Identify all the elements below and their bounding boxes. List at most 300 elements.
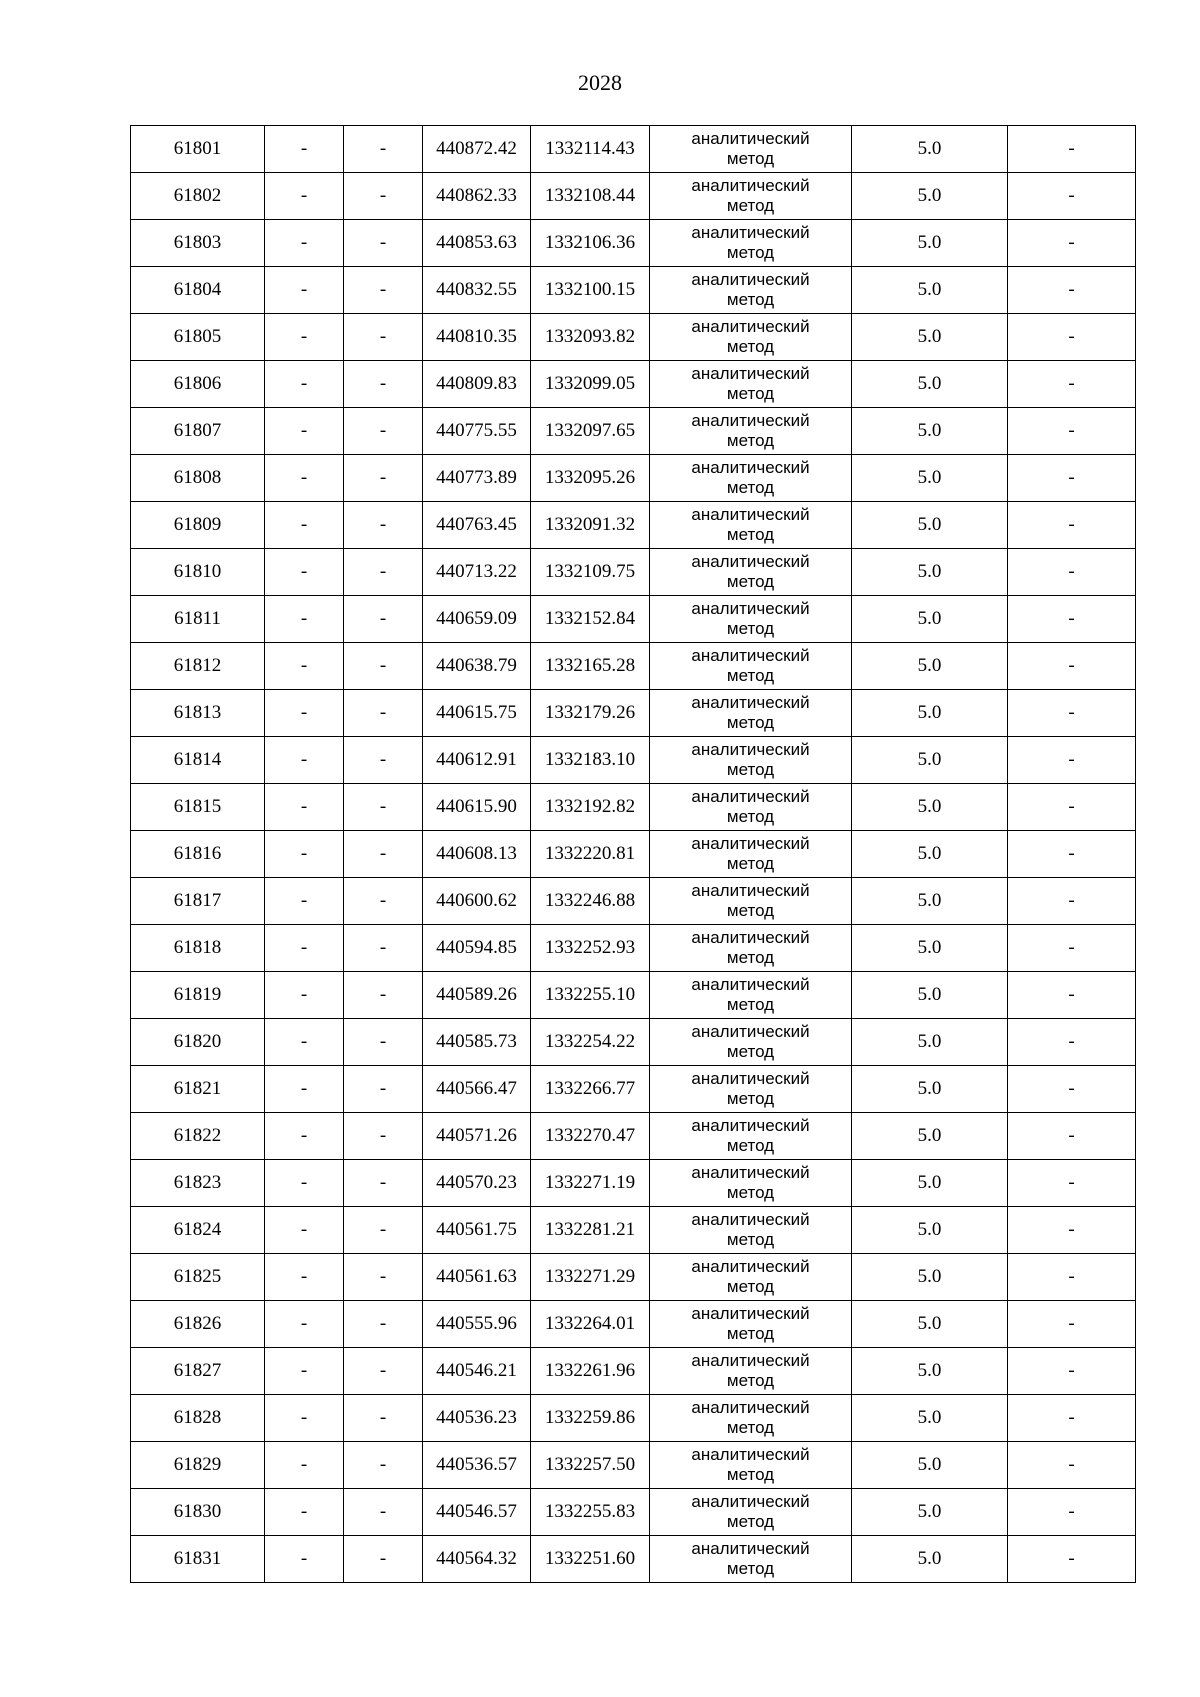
y-coordinate-cell: 1332106.36 xyxy=(531,220,650,267)
method-cell xyxy=(650,831,852,878)
method-line-2: метод xyxy=(726,713,775,732)
accuracy-cell: 5.0 xyxy=(852,690,1008,737)
point-number-cell: 61805 xyxy=(131,314,265,361)
empty-cell: - xyxy=(265,314,344,361)
accuracy-cell: 5.0 xyxy=(852,784,1008,831)
x-coordinate-cell: 440872.42 xyxy=(423,126,531,173)
accuracy-cell: 5.0 xyxy=(852,1254,1008,1301)
method-cell xyxy=(650,1066,852,1113)
empty-cell: - xyxy=(1008,1395,1136,1442)
point-number-cell: 61825 xyxy=(131,1254,265,1301)
accuracy-cell: 5.0 xyxy=(852,502,1008,549)
empty-cell: - xyxy=(265,1301,344,1348)
method-cell xyxy=(650,1348,852,1395)
accuracy-cell: 5.0 xyxy=(852,925,1008,972)
empty-cell: - xyxy=(1008,972,1136,1019)
empty-cell: - xyxy=(344,220,423,267)
method-cell xyxy=(650,173,852,220)
empty-cell: - xyxy=(265,1113,344,1160)
point-number-cell: 61811 xyxy=(131,596,265,643)
empty-cell: - xyxy=(265,361,344,408)
y-coordinate-cell: 1332093.82 xyxy=(531,314,650,361)
empty-cell: - xyxy=(1008,1207,1136,1254)
method-cell xyxy=(650,1489,852,1536)
empty-cell: - xyxy=(1008,737,1136,784)
point-number-cell: 61807 xyxy=(131,408,265,455)
method-line-1: аналитический xyxy=(691,1069,810,1088)
x-coordinate-cell: 440566.47 xyxy=(423,1066,531,1113)
method-cell xyxy=(650,1254,852,1301)
x-coordinate-cell: 440773.89 xyxy=(423,455,531,502)
accuracy-cell: 5.0 xyxy=(852,972,1008,1019)
method-line-1: аналитический xyxy=(691,458,810,477)
point-number-cell: 61801 xyxy=(131,126,265,173)
table-row xyxy=(131,361,1136,408)
method-line-1: аналитический xyxy=(691,740,810,759)
point-number-cell: 61802 xyxy=(131,173,265,220)
table-row xyxy=(131,314,1136,361)
x-coordinate-cell: 440832.55 xyxy=(423,267,531,314)
empty-cell: - xyxy=(1008,408,1136,455)
empty-cell: - xyxy=(265,878,344,925)
empty-cell: - xyxy=(344,1160,423,1207)
empty-cell: - xyxy=(344,784,423,831)
point-number-cell: 61815 xyxy=(131,784,265,831)
method-line-2: метод xyxy=(726,431,775,450)
accuracy-cell: 5.0 xyxy=(852,596,1008,643)
empty-cell: - xyxy=(344,1113,423,1160)
empty-cell: - xyxy=(344,126,423,173)
table-row xyxy=(131,596,1136,643)
method-line-1: аналитический xyxy=(691,1257,810,1276)
accuracy-cell: 5.0 xyxy=(852,1395,1008,1442)
x-coordinate-cell: 440810.35 xyxy=(423,314,531,361)
method-line-2: метод xyxy=(726,384,775,403)
x-coordinate-cell: 440564.32 xyxy=(423,1536,531,1583)
empty-cell: - xyxy=(265,1348,344,1395)
method-line-2: метод xyxy=(726,1230,775,1249)
x-coordinate-cell: 440763.45 xyxy=(423,502,531,549)
empty-cell: - xyxy=(344,1395,423,1442)
x-coordinate-cell: 440561.75 xyxy=(423,1207,531,1254)
accuracy-cell: 5.0 xyxy=(852,408,1008,455)
x-coordinate-cell: 440638.79 xyxy=(423,643,531,690)
empty-cell: - xyxy=(265,267,344,314)
y-coordinate-cell: 1332114.43 xyxy=(531,126,650,173)
y-coordinate-cell: 1332271.29 xyxy=(531,1254,650,1301)
method-line-1: аналитический xyxy=(691,129,810,148)
y-coordinate-cell: 1332257.50 xyxy=(531,1442,650,1489)
empty-cell: - xyxy=(1008,361,1136,408)
table-row xyxy=(131,737,1136,784)
empty-cell: - xyxy=(265,1066,344,1113)
empty-cell: - xyxy=(1008,1066,1136,1113)
point-number-cell: 61810 xyxy=(131,549,265,596)
table-row xyxy=(131,690,1136,737)
y-coordinate-cell: 1332252.93 xyxy=(531,925,650,972)
x-coordinate-cell: 440594.85 xyxy=(423,925,531,972)
method-cell xyxy=(650,596,852,643)
table-row xyxy=(131,1019,1136,1066)
method-line-2: метод xyxy=(726,1559,775,1578)
y-coordinate-cell: 1332091.32 xyxy=(531,502,650,549)
method-line-1: аналитический xyxy=(691,317,810,336)
method-line-2: метод xyxy=(726,149,775,168)
empty-cell: - xyxy=(265,126,344,173)
x-coordinate-cell: 440809.83 xyxy=(423,361,531,408)
x-coordinate-cell: 440546.21 xyxy=(423,1348,531,1395)
empty-cell: - xyxy=(265,549,344,596)
accuracy-cell: 5.0 xyxy=(852,643,1008,690)
accuracy-cell: 5.0 xyxy=(852,1348,1008,1395)
accuracy-cell: 5.0 xyxy=(852,1113,1008,1160)
method-line-2: метод xyxy=(726,1277,775,1296)
point-number-cell: 61831 xyxy=(131,1536,265,1583)
method-line-1: аналитический xyxy=(691,1351,810,1370)
method-line-1: аналитический xyxy=(691,223,810,242)
method-line-2: метод xyxy=(726,1371,775,1390)
point-number-cell: 61804 xyxy=(131,267,265,314)
empty-cell: - xyxy=(1008,1489,1136,1536)
empty-cell: - xyxy=(265,1442,344,1489)
empty-cell: - xyxy=(344,643,423,690)
point-number-cell: 61809 xyxy=(131,502,265,549)
method-line-2: метод xyxy=(726,995,775,1014)
accuracy-cell: 5.0 xyxy=(852,1442,1008,1489)
table-row xyxy=(131,549,1136,596)
point-number-cell: 61820 xyxy=(131,1019,265,1066)
empty-cell: - xyxy=(265,925,344,972)
method-line-1: аналитический xyxy=(691,787,810,806)
y-coordinate-cell: 1332097.65 xyxy=(531,408,650,455)
empty-cell: - xyxy=(344,596,423,643)
accuracy-cell: 5.0 xyxy=(852,737,1008,784)
empty-cell: - xyxy=(265,1536,344,1583)
empty-cell: - xyxy=(1008,267,1136,314)
y-coordinate-cell: 1332152.84 xyxy=(531,596,650,643)
empty-cell: - xyxy=(344,1019,423,1066)
method-line-2: метод xyxy=(726,572,775,591)
empty-cell: - xyxy=(1008,690,1136,737)
y-coordinate-cell: 1332099.05 xyxy=(531,361,650,408)
y-coordinate-cell: 1332246.88 xyxy=(531,878,650,925)
method-line-1: аналитический xyxy=(691,552,810,571)
y-coordinate-cell: 1332255.10 xyxy=(531,972,650,1019)
accuracy-cell: 5.0 xyxy=(852,267,1008,314)
method-line-2: метод xyxy=(726,1418,775,1437)
x-coordinate-cell: 440600.62 xyxy=(423,878,531,925)
empty-cell: - xyxy=(344,1348,423,1395)
empty-cell: - xyxy=(344,173,423,220)
y-coordinate-cell: 1332109.75 xyxy=(531,549,650,596)
empty-cell: - xyxy=(1008,502,1136,549)
method-line-1: аналитический xyxy=(691,364,810,383)
method-cell xyxy=(650,925,852,972)
table-row xyxy=(131,502,1136,549)
empty-cell: - xyxy=(1008,784,1136,831)
y-coordinate-cell: 1332281.21 xyxy=(531,1207,650,1254)
method-cell xyxy=(650,220,852,267)
accuracy-cell: 5.0 xyxy=(852,220,1008,267)
empty-cell: - xyxy=(344,314,423,361)
empty-cell: - xyxy=(265,596,344,643)
empty-cell: - xyxy=(344,267,423,314)
empty-cell: - xyxy=(344,455,423,502)
y-coordinate-cell: 1332179.26 xyxy=(531,690,650,737)
x-coordinate-cell: 440659.09 xyxy=(423,596,531,643)
method-cell xyxy=(650,1301,852,1348)
empty-cell: - xyxy=(344,408,423,455)
accuracy-cell: 5.0 xyxy=(852,1207,1008,1254)
method-line-1: аналитический xyxy=(691,834,810,853)
method-cell xyxy=(650,1160,852,1207)
method-line-2: метод xyxy=(726,901,775,920)
empty-cell: - xyxy=(265,643,344,690)
method-line-1: аналитический xyxy=(691,646,810,665)
x-coordinate-cell: 440853.63 xyxy=(423,220,531,267)
table-row xyxy=(131,1442,1136,1489)
accuracy-cell: 5.0 xyxy=(852,1536,1008,1583)
method-cell xyxy=(650,1536,852,1583)
method-line-2: метод xyxy=(726,854,775,873)
x-coordinate-cell: 440536.23 xyxy=(423,1395,531,1442)
x-coordinate-cell: 440570.23 xyxy=(423,1160,531,1207)
table-row xyxy=(131,925,1136,972)
empty-cell: - xyxy=(265,1207,344,1254)
point-number-cell: 61814 xyxy=(131,737,265,784)
table-row xyxy=(131,972,1136,1019)
x-coordinate-cell: 440585.73 xyxy=(423,1019,531,1066)
method-cell xyxy=(650,502,852,549)
method-line-1: аналитический xyxy=(691,1398,810,1417)
empty-cell: - xyxy=(344,1301,423,1348)
accuracy-cell: 5.0 xyxy=(852,314,1008,361)
empty-cell: - xyxy=(265,831,344,878)
empty-cell: - xyxy=(344,878,423,925)
x-coordinate-cell: 440615.90 xyxy=(423,784,531,831)
method-line-1: аналитический xyxy=(691,1116,810,1135)
method-cell xyxy=(650,549,852,596)
method-line-2: метод xyxy=(726,1183,775,1202)
y-coordinate-cell: 1332254.22 xyxy=(531,1019,650,1066)
empty-cell: - xyxy=(1008,878,1136,925)
x-coordinate-cell: 440775.55 xyxy=(423,408,531,455)
method-line-1: аналитический xyxy=(691,928,810,947)
empty-cell: - xyxy=(1008,925,1136,972)
table-row xyxy=(131,1395,1136,1442)
y-coordinate-cell: 1332108.44 xyxy=(531,173,650,220)
method-cell xyxy=(650,878,852,925)
point-number-cell: 61827 xyxy=(131,1348,265,1395)
point-number-cell: 61816 xyxy=(131,831,265,878)
y-coordinate-cell: 1332261.96 xyxy=(531,1348,650,1395)
table-row xyxy=(131,1348,1136,1395)
empty-cell: - xyxy=(344,972,423,1019)
y-coordinate-cell: 1332255.83 xyxy=(531,1489,650,1536)
accuracy-cell: 5.0 xyxy=(852,173,1008,220)
empty-cell: - xyxy=(344,690,423,737)
table-row xyxy=(131,220,1136,267)
empty-cell: - xyxy=(344,1207,423,1254)
empty-cell: - xyxy=(344,737,423,784)
point-number-cell: 61819 xyxy=(131,972,265,1019)
x-coordinate-cell: 440612.91 xyxy=(423,737,531,784)
method-line-1: аналитический xyxy=(691,1163,810,1182)
empty-cell: - xyxy=(344,1536,423,1583)
method-line-1: аналитический xyxy=(691,1210,810,1229)
method-line-2: метод xyxy=(726,525,775,544)
accuracy-cell: 5.0 xyxy=(852,455,1008,502)
method-cell xyxy=(650,643,852,690)
point-number-cell: 61824 xyxy=(131,1207,265,1254)
x-coordinate-cell: 440555.96 xyxy=(423,1301,531,1348)
method-line-1: аналитический xyxy=(691,599,810,618)
empty-cell: - xyxy=(344,1066,423,1113)
table-row xyxy=(131,643,1136,690)
accuracy-cell: 5.0 xyxy=(852,1301,1008,1348)
y-coordinate-cell: 1332100.15 xyxy=(531,267,650,314)
method-line-2: метод xyxy=(726,196,775,215)
table-row xyxy=(131,831,1136,878)
method-line-2: метод xyxy=(726,1465,775,1484)
method-line-2: метод xyxy=(726,478,775,497)
method-line-2: метод xyxy=(726,619,775,638)
y-coordinate-cell: 1332270.47 xyxy=(531,1113,650,1160)
method-line-1: аналитический xyxy=(691,411,810,430)
method-cell xyxy=(650,455,852,502)
empty-cell: - xyxy=(1008,220,1136,267)
empty-cell: - xyxy=(344,925,423,972)
empty-cell: - xyxy=(1008,596,1136,643)
table-row xyxy=(131,1536,1136,1583)
method-cell xyxy=(650,690,852,737)
method-line-2: метод xyxy=(726,807,775,826)
method-cell xyxy=(650,267,852,314)
empty-cell: - xyxy=(1008,1254,1136,1301)
point-number-cell: 61821 xyxy=(131,1066,265,1113)
x-coordinate-cell: 440862.33 xyxy=(423,173,531,220)
point-number-cell: 61818 xyxy=(131,925,265,972)
empty-cell: - xyxy=(1008,126,1136,173)
empty-cell: - xyxy=(1008,643,1136,690)
x-coordinate-cell: 440589.26 xyxy=(423,972,531,1019)
point-number-cell: 61803 xyxy=(131,220,265,267)
method-cell xyxy=(650,1395,852,1442)
empty-cell: - xyxy=(1008,1348,1136,1395)
empty-cell: - xyxy=(1008,173,1136,220)
empty-cell: - xyxy=(265,972,344,1019)
empty-cell: - xyxy=(265,1019,344,1066)
method-line-1: аналитический xyxy=(691,1492,810,1511)
table-row xyxy=(131,1113,1136,1160)
empty-cell: - xyxy=(344,502,423,549)
table-row xyxy=(131,455,1136,502)
y-coordinate-cell: 1332271.19 xyxy=(531,1160,650,1207)
empty-cell: - xyxy=(1008,1160,1136,1207)
method-line-2: метод xyxy=(726,760,775,779)
table-row xyxy=(131,173,1136,220)
method-line-2: метод xyxy=(726,1512,775,1531)
point-number-cell: 61822 xyxy=(131,1113,265,1160)
empty-cell: - xyxy=(344,1442,423,1489)
table-row xyxy=(131,1207,1136,1254)
empty-cell: - xyxy=(1008,314,1136,361)
point-number-cell: 61828 xyxy=(131,1395,265,1442)
method-cell xyxy=(650,737,852,784)
table-row xyxy=(131,267,1136,314)
x-coordinate-cell: 440571.26 xyxy=(423,1113,531,1160)
method-line-2: метод xyxy=(726,1136,775,1155)
accuracy-cell: 5.0 xyxy=(852,1160,1008,1207)
x-coordinate-cell: 440536.57 xyxy=(423,1442,531,1489)
point-number-cell: 61823 xyxy=(131,1160,265,1207)
empty-cell: - xyxy=(1008,1301,1136,1348)
y-coordinate-cell: 1332183.10 xyxy=(531,737,650,784)
method-cell xyxy=(650,784,852,831)
x-coordinate-cell: 440561.63 xyxy=(423,1254,531,1301)
x-coordinate-cell: 440608.13 xyxy=(423,831,531,878)
empty-cell: - xyxy=(1008,1019,1136,1066)
x-coordinate-cell: 440615.75 xyxy=(423,690,531,737)
table-row xyxy=(131,784,1136,831)
table-row xyxy=(131,1301,1136,1348)
point-number-cell: 61829 xyxy=(131,1442,265,1489)
empty-cell: - xyxy=(265,690,344,737)
coordinates-table xyxy=(130,125,1136,1583)
method-cell xyxy=(650,1113,852,1160)
accuracy-cell: 5.0 xyxy=(852,831,1008,878)
y-coordinate-cell: 1332095.26 xyxy=(531,455,650,502)
method-line-1: аналитический xyxy=(691,505,810,524)
empty-cell: - xyxy=(1008,455,1136,502)
table-row xyxy=(131,408,1136,455)
empty-cell: - xyxy=(265,1395,344,1442)
empty-cell: - xyxy=(344,361,423,408)
method-line-1: аналитический xyxy=(691,1445,810,1464)
y-coordinate-cell: 1332220.81 xyxy=(531,831,650,878)
method-line-2: метод xyxy=(726,1089,775,1108)
accuracy-cell: 5.0 xyxy=(852,361,1008,408)
accuracy-cell: 5.0 xyxy=(852,1489,1008,1536)
empty-cell: - xyxy=(265,1160,344,1207)
method-line-2: метод xyxy=(726,948,775,967)
method-cell xyxy=(650,1207,852,1254)
empty-cell: - xyxy=(265,173,344,220)
method-line-2: метод xyxy=(726,666,775,685)
table-row xyxy=(131,1254,1136,1301)
y-coordinate-cell: 1332259.86 xyxy=(531,1395,650,1442)
method-line-2: метод xyxy=(726,290,775,309)
method-line-1: аналитический xyxy=(691,693,810,712)
table-row xyxy=(131,126,1136,173)
x-coordinate-cell: 440546.57 xyxy=(423,1489,531,1536)
x-coordinate-cell: 440713.22 xyxy=(423,549,531,596)
method-line-1: аналитический xyxy=(691,176,810,195)
method-line-1: аналитический xyxy=(691,975,810,994)
empty-cell: - xyxy=(265,220,344,267)
method-cell xyxy=(650,1019,852,1066)
empty-cell: - xyxy=(1008,1536,1136,1583)
empty-cell: - xyxy=(265,1489,344,1536)
empty-cell: - xyxy=(344,549,423,596)
table-row xyxy=(131,878,1136,925)
empty-cell: - xyxy=(1008,1113,1136,1160)
method-line-1: аналитический xyxy=(691,270,810,289)
method-line-1: аналитический xyxy=(691,1022,810,1041)
accuracy-cell: 5.0 xyxy=(852,878,1008,925)
accuracy-cell: 5.0 xyxy=(852,126,1008,173)
method-line-2: метод xyxy=(726,243,775,262)
